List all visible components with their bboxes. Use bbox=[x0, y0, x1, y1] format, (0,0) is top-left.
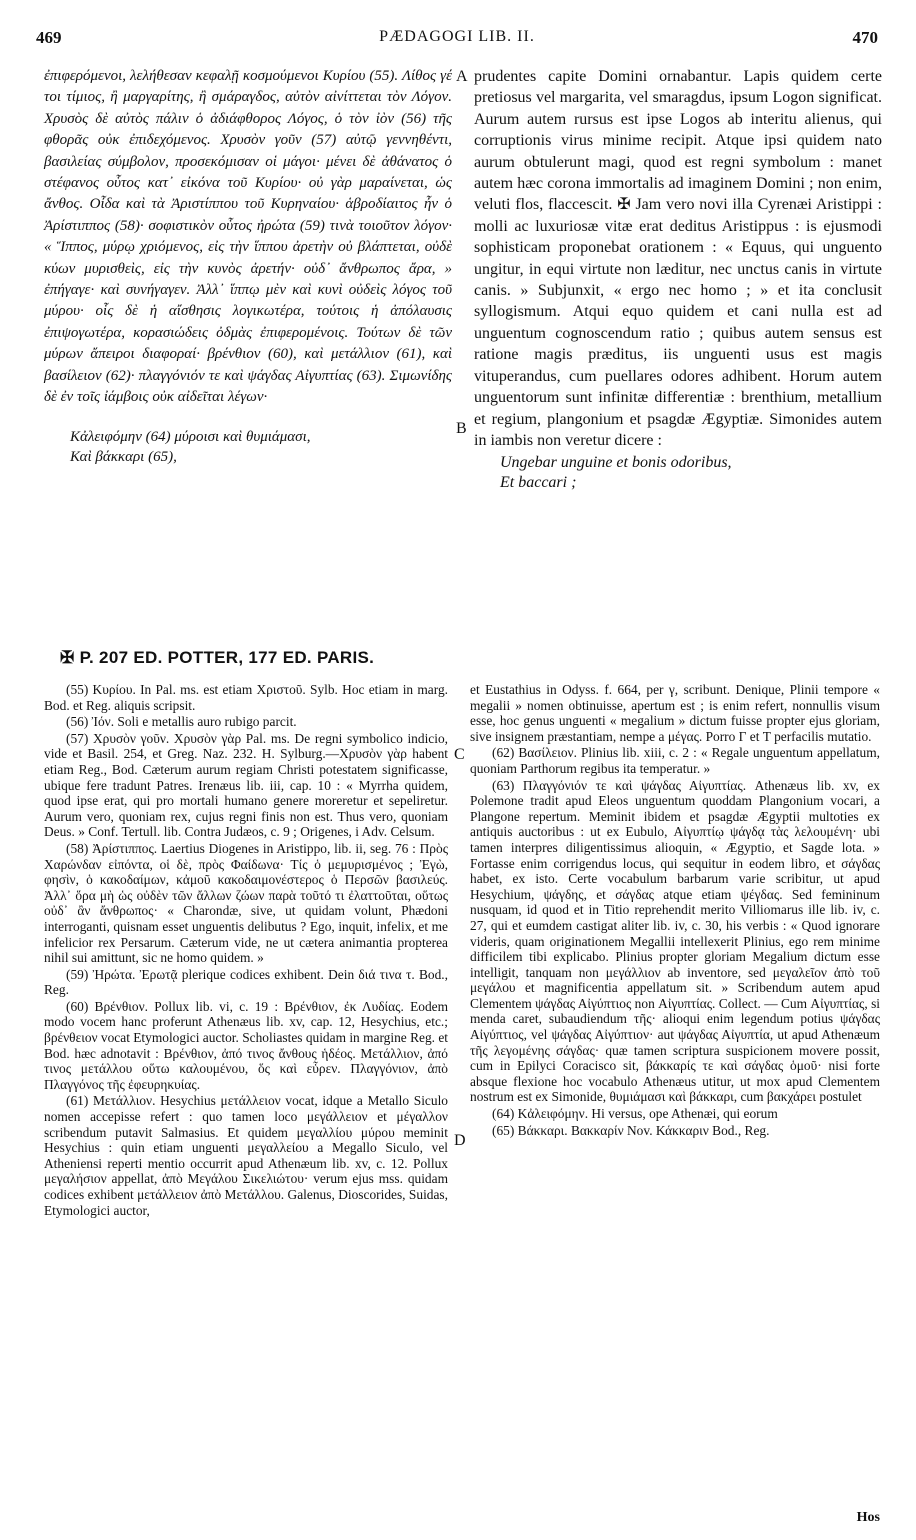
footnote-58: (58) Ἀρίστιππος. Laertius Diogenes in Aristippo, lib. ii, seg. 76 : Πρὸς Χαρώνδαν εἰπόντα, οἱ δὲ, πρὸς Φαίδωνα· Τίς ὁ μεμυρισμένος ; Ἐγὼ, φησὶν, ὁ κακοδαίμων, κἀμοῦ κακοδαιμονέστερος ὁ Περσῶν βασιλεύς. Ἀλλ᾽ ὅρα μὴ ὡς οὐδὲν τῶν ἄλλων ζώων παρὰ τοῦτό τι ἐλαττοῦται, οὕτως οὐδ᾽ ἂν ἄνθρωπος· « Charondæ, sive, ut quidam volunt, Phædoni interroganti, quisnam esset unguentis delibutus ? Ego, inquit, infelix, et me infelicior rex Persarum. Cæterum vide, ne ut cætera animantia propterea nihil sui amittunt, sic ne homo quidem. » bbox=[44, 840, 448, 966]
latin-verse-line-1: Ungebar unguine et bonis odoribus, bbox=[500, 454, 732, 472]
page-header bbox=[36, 28, 878, 54]
latin-text: prudentes capite Domini ornabantur. Lapis quidem certe pretiosus vel margarita, vel smaragdus, ipsum Logon significat. Aurum autem rursus est ipse Logos ab interitu alienus, qui corruptionis virus minime recipit. Atque ipsi quidem nato aurum obtulerunt magi, quod est regni symbolum : manet autem hæc corona immortalis ad imaginem Domini ; non enim, veluti flos, flaccescit. ✠ Jam vero novi illa Cyrenæi Aristippi : molli ac luxuriosæ vitæ erat deditus Aristippus : is ejusmodi sophisticam proponebat orationem : « Equus, qui unguento ungitur, in equi virtute non læditur, nec unctus canis in virtute canis. » Subjunxit, « ergo nec homo ; » et ita conclusit syllogismum. Atqui equo quidem et cani nulla est ad unguentum cognoscendum ratio ; quibus autem sensus est ratione magis præditus, iis unguenti usus est magis vituperandus, cum puellares odores adhibent. Horum autem unguentorum sunt infinitæ differentiæ : brenthium, metallium et regium, plangonium et psagdæ Ægyptiæ. Simonides autem in iambis non veretur dicere : bbox=[474, 68, 882, 449]
latin-verse-line-2: Et baccari ; bbox=[500, 474, 577, 492]
footnote-61-continued: et Eustathius in Odyss. f. 664, per γ, scribunt. Denique, Plinii tempore « megalii » nomen obtinuisse, apertum est ; is enim refert, nonnullis visum esse, hoc genus unguenti « megalium » dictum fuisse propter ejus gloriam, sive insignem præstantiam, nempe a μέγας. Porro Γ et Τ perfacilis mutatio. bbox=[470, 682, 880, 744]
margin-letter-c: C bbox=[454, 746, 465, 763]
greek-verse-line-1: Κἀλειφόμην (64) μύροισι καὶ θυμιάμασι, bbox=[70, 428, 311, 445]
footnote-62: (62) Βασίλειον. Plinius lib. xiii, c. 2 : « Regale unguentum appellatum, quoniam Parthorum regibus ita temperatur. » bbox=[470, 745, 880, 776]
greek-verse-line-2: Καὶ βάκκαρι (65), bbox=[70, 448, 177, 465]
margin-letter-b: B bbox=[456, 420, 467, 437]
greek-text: ἐπιφερόμενοι, λελήθεσαν κεφαλῇ κοσμούμενοι Κυρίου (55). Λίθος γέ τοι τίμιος, ἢ μαργαρίτης, ἢ σμάραγδος, αὐτὸν αἰνίττεται τὸν Λόγον. Χρυσὸς δὲ αὐτὸς πάλιν ὁ ἀδιάφθορος Λόγος, ὁ τὸν ἰὸν (56) τῆς φθορᾶς οὐκ ἐπιδεχόμενος. Χρυσὸν γοῦν (57) αὐτῷ γεννηθέντι, βασιλείας σύμβολον, προσεκόμισαν οἱ μάγοι· μένει δὲ ἀθάνατος ὁ στέφανος οὗτος κατ᾽ εἰκόνα τοῦ Κυρίου· οὐ γὰρ μαραίνεται, ὡς ἄνθος. Οἶδα καὶ τὰ Ἀριστίππου τοῦ Κυρηναίου· ἁβροδίαιτος ἦν ὁ Ἀρίστιππος (58)· σοφιστικὸν οὗτος ἠρώτα (59) τινὰ τοιοῦτον λόγον· « Ἵππος, μύρῳ χριόμενος, εἰς τὴν ἵππου ἀρετὴν οὐ βλάπτεται, οὐδὲ κύων μυρισθεὶς, εἰς τὴν κυνὸς ἀρετήν· οὐδ᾽ ἄνθρωπος ἄρα, » ἐπήγαγε· καὶ συνήγαγεν. Ἀλλ᾽ ἵππῳ μὲν καὶ κυνὶ οὐδεὶς λόγος τοῦ μύρου· οἷς δὲ ἡ αἴσθησις λογικωτέρα, τούτοις ἡ ἀπόλαυσις ἐπιψογωτέρα, κορασιώδεις ὀδμὰς ἐπιφερομένοις. Τούτων δὲ τῶν μύρων ἄπειροι διαφοραί· βρένθιον (60), καὶ μετάλλιον (61), καὶ βασίλειον (62)· πλαγγόνιόν τε καὶ ψάγδας Αἰγυπτίας (63). Σιμωνίδης δὲ ἐν τοῖς ἰάμβοις οὐκ αἰδεῖται λέγων· bbox=[44, 68, 452, 406]
latin-verse bbox=[474, 453, 882, 493]
footnotes-right bbox=[470, 682, 880, 1139]
margin-letter-a: A bbox=[456, 68, 468, 85]
latin-column bbox=[474, 66, 882, 493]
footnote-61: (61) Μετάλλιον. Hesychius μετάλλειον vocat, idque a Metallo Siculo nomen accepisse refert : quo tamen loco μεγάλλειον et μέγαλλον scribendum putavit Salmasius. Et quidem μεγαλλίου μύρου meminit Hesychius : quin etiam unguenti μεγαλλείου a Megallo Siculo, vel Atheniensi reperti mentio occurrit apud Athenæum lib. xv, c. 12. Pollux μεγαλήσιον appellat, ἀπὸ Μεγάλου Σικελιώτου· verum ejus mss. quidam codices exhibent μετάλλειον ἀπὸ Μετάλλου. Galenus, Dioscorides, Suidas, Etymologici auctor, bbox=[44, 1093, 448, 1218]
running-title: PÆDAGOGI LIB. II. bbox=[379, 28, 535, 45]
footnotes-left bbox=[44, 682, 448, 1219]
footnote-64: (64) Κἀλειφόμην. Hi versus, ope Athenæi, qui eorum bbox=[492, 1106, 778, 1122]
footnote-59: (59) Ἠρώτα. Ἐρωτᾷ plerique codices exhibent. Dein διά τινα τ. Bod., Reg. bbox=[44, 966, 448, 998]
footnote-55: (55) Κυρίου. In Pal. ms. est etiam Χριστοῦ. Sylb. Hoc etiam in marg. Bod. et Reg. aliquis scripsit. bbox=[44, 682, 448, 713]
footnote-65: (65) Βάκκαρι. Βακκαρίν Nov. Κάκκαριν Bod., Reg. bbox=[492, 1122, 770, 1138]
footnote-57: (57) Χρυσὸν γοῦν. Χρυσὸν γὰρ Pal. ms. De regni symbolico indicio, vide et Basil. 254, et Greg. Naz. 232. H. Sylburg.—Χρυσὸν γὰρ habent etiam Reg., Bod. Cæterum aurum regiam Christi potestatem significasse, ubique fere tradunt Patres. Irenæus lib. iii, cap. 10 : « Myrrha quidem, quod ipse erat, qui pro mortali humano genere moreretur et sepeliretur. Aurum vero, quoniam rex, cujus regni finis non est. Thus vero, quoniam Deus. » Conf. Tertull. lib. Contra Judæos, c. 9 ; Origenes, i Adv. Celsum. bbox=[44, 730, 448, 840]
page-number-left: 469 bbox=[36, 28, 62, 47]
footnote-63: (63) Πλαγγόνιόν τε καὶ ψάγδας Αἰγυπτίας. Athenæus lib. xv, ex Polemone tradit apud Eleos unguentum quoddam Plangonium vocari, a Plangone repertum. Meminit ibidem et psagdæ Ægyptii multoties ex antiquis auctoribus : ut ex Eubulo, Αἰγυπτίῳ ψάγδᾳ τὰς λελουμένη· ubi tamen interpres diligentissimus alioquin, « Ægyptio, et Sagde lota. » Fortasse enim corrigendus locus, qui sequitur in eodem libro, et σάγδας habet, ex isto. Certe vocabulum barbarum varie scribitur, ut apud Hesychium, ψάγδης, et σάγδας atque etiam ψέγδας. Sed femininum nusquam, id quod et in Titio reprehendit merito Villiomarus ille lib. iv, c. 27, qui et eumdem castigat aliter lib. iv, c. 30, his verbis : « Quod ignorare videris, quam originationem Megallii intellexerit Plinius, ego rem minime difficilem tibi explicabo. Plinius propter gloriam Megalium dictum esse intelligit, tanquam non μεγάλλιον ab inventore, sed μεγαλεῖον ἀπὸ τοῦ μεγάλου et magnificentia appellatum sit. » Scribendum autem apud Clementem ψάγδας Αἰγύπτιος non Αἰγυπτίας. Collect. — Cum Αἰγυπτίας, si menda caret, subaudiendum τῆς· alioqui enim legendum potius ψάγδας Αἰγύπτιος, vel ψάγδας Αἰγύπτιον· aut ψάγδας Αἰγυπτία, ut apud Athenæum τῆς λεγομένης σάγδας· quæ tamen scriptura suspicionem movere possit, cum in Epilyci Coracisco sit, βάκκαρίς τε καὶ σάγδας ὁμοῦ· nisi forte absque flexione hoc vocabulo Athenæus utitur, ut mox apud Clementem nostrum est ex Simonide, θυμιάμασι καὶ βάκκαρι, cum βακχάρει postulet bbox=[470, 777, 880, 1105]
greek-column bbox=[44, 66, 452, 467]
greek-verse bbox=[44, 427, 452, 467]
footnote-60: (60) Βρένθιον. Pollux lib. vi, c. 19 : Βρένθιον, ἐκ Λυδίας. Eodem modo vocem hanc proferunt Athenæus lib. xv, cap. 12, Hesychius, etc.; βρένθειον vocat Etymologici auctor. Scholiastes quidam in margine Reg. et Bod. hæc adnotavit : Βρένθιον, ἀπό τινος ἄνθους ἡδέος. Μετάλλιον, ἀπό τινος μετάλλου οὕτω καλουμένου, ὅς καὶ εὗρεν. Πλαγγόνιον, ἀπὸ Πλαγγόνος τῆς ἐφευρηκυίας. bbox=[44, 998, 449, 1092]
catchword: Hos bbox=[856, 1510, 880, 1525]
section-heading: ✠ P. 207 ED. POTTER, 177 ED. PARIS. bbox=[60, 648, 375, 667]
page-number-right: 470 bbox=[852, 28, 878, 47]
footnote-56: (56) Ἰόν. Soli e metallis auro rubigo parcit. bbox=[66, 714, 297, 730]
margin-letter-d: D bbox=[454, 1132, 466, 1149]
